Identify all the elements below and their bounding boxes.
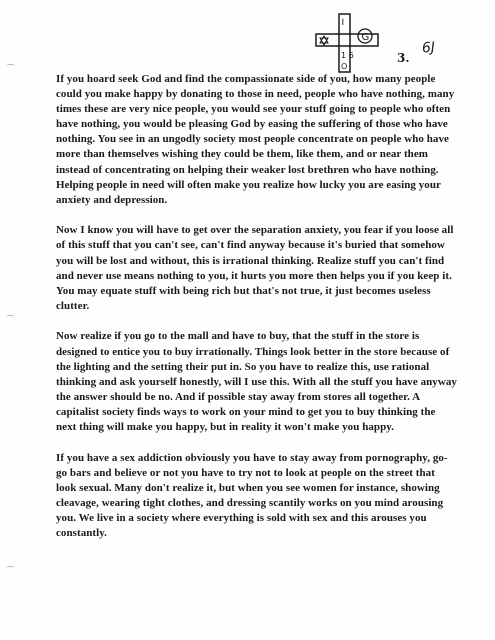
symbol-letter-g: G	[361, 32, 370, 43]
symbol-letter-o: O	[341, 62, 348, 71]
body-text	[56, 72, 458, 557]
symbol-digits: 1 6	[341, 51, 354, 60]
handwritten-page-label: 6J	[421, 39, 436, 57]
cross-symbol-icon	[302, 8, 392, 76]
margin-punch-mark	[6, 315, 15, 319]
margin-punch-mark	[6, 64, 15, 68]
page-number: 3.	[397, 51, 410, 65]
star-of-david-icon	[320, 36, 328, 45]
symbol-letter-i: I	[341, 18, 345, 28]
margin-punch-mark	[6, 566, 15, 570]
paragraph-shopping: Now realize if you go to the mall and have to buy, that the stuff in the store is designed to entice you to buy irrationally. Things look better in the store because of the lighting and the setting their put in. So you have to realize this, use rational thinking and ask yourself honestly, will I use this. With all the stuff you have anyway the answer should be no. And if possible stay away from stores all together. A capitalist society finds ways to work on your mind to get you to buy thinking the next thing will make you happy, but in reality it won't make you happy.	[56, 330, 457, 433]
paragraph-sex-addiction: If you have a sex addiction obviously you have to stay away from pornography, go-go bars and believe or not you have to try not to look at people on the street that look sexual. Many don't realize it, but when you see women for instance, showing cleavage, wearing tight clothes, and dressing scantily works on you mind arousing you. We live in a society where everything is sold with sex and this arouses you constantly.	[56, 451, 448, 540]
paragraph-separation-anxiety: Now I know you will have to get over the separation anxiety, you fear if you loose all of this stuff that you can't see, can't find anyway because it's buried that somehow you will be lost and without, this is irrational thinking. Realize stuff you can't find and never use means nothing to you, it hurts you more then helps you if you keep it. You may equate stuff with being rich but that's not true, it just becomes useless clutter.	[56, 224, 454, 312]
paragraph-hoarding: If you hoard seek God and find the compassionate side of you, how many people could you make happy by donating to those in need, people who have nothing, many times these are very nice people, you would see your stuff going to people who often have nothing, you would be pleasing God by easing the suffering of those who have nothing. You see in an ungodly society most people concentrate on people who have more than themselves wishing they could be them, like them, and or near them instead of concentrating on helping their weaker lost brethren who have nothing. Helping people in need will often make you realize how lucky you are easing your anxiety and depression.	[56, 73, 455, 206]
